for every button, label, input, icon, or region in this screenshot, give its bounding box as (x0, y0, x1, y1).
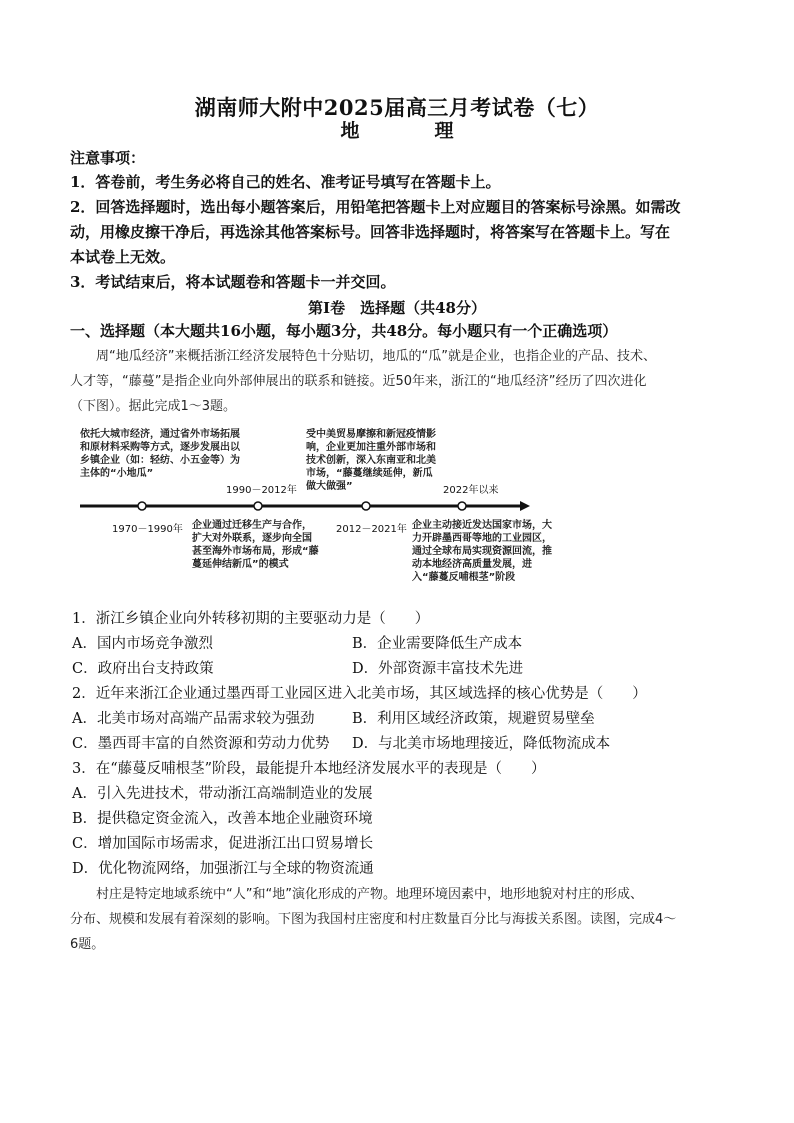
q1-option-b[interactable]: B．企业需要降低生产成本 (352, 636, 523, 652)
q2-option-d[interactable]: D．与北美市场地理接近，降低物流成本 (352, 736, 611, 752)
question-3-stem: 3．在“藤蔓反哺根茎”阶段，最能提升本地经济发展水平的表现是（ ） (72, 761, 546, 777)
passage-1 (70, 344, 730, 419)
q2-option-a[interactable]: A．北美市场对高端产品需求较为强劲 (72, 711, 315, 727)
note-line: 本试卷上无效。 (70, 248, 176, 266)
passage-line: （下图）。据此完成1～3题。 (70, 399, 237, 414)
note-line: 2．回答选择题时，选出每小题答案后，用铅笔把答题卡上对应题目的答案标号涂黑。如需改 (70, 198, 681, 216)
q3-option-b[interactable]: B．提供稳定资金流入，改善本地企业融资环境 (72, 811, 373, 827)
timeline-text-2: 企业通过迁移生产与合作，扩大对外联系，逐步向全国甚至海外市场布局，形成“藤蔓延伸结新瓜”的模式 (192, 520, 319, 570)
passage-line: 分布、规模和发展有着深刻的影响。下图为我国村庄密度和村庄数量百分比与海拔关系图。读图，完成4～ (70, 912, 677, 927)
question-1-stem: 1．浙江乡镇企业向外转移初期的主要驱动力是（ ） (72, 611, 430, 627)
q2-option-b[interactable]: B．利用区域经济政策，规避贸易壁垒 (352, 711, 595, 727)
note-line: 动，用橡皮擦干净后，再选涂其他答案标号。回答非选择题时，将答案写在答题卡上。写在 (70, 223, 671, 241)
passage-line: 村庄是特定地域系统中“人”和“地”演化形成的产物。地理环境因素中，地形地貌对村庄的形成、 (70, 887, 643, 902)
timeline-axis (80, 496, 530, 516)
period-label-4: 2022年以来 (443, 485, 499, 496)
note-line: 1．答卷前，考生务必将自己的姓名、准考证号填写在答题卡上。 (70, 173, 501, 191)
passage-line: 6题。 (70, 937, 105, 952)
exam-title: 湖南师大附中2025届高三月考试卷（七） (194, 95, 600, 120)
timeline-text-4: 企业主动接近发达国家市场，大力开辟墨西哥等地的工业园区，通过全球布局实现资源回流，推动本地经济高质量发展，进入“藤蔓反哺根茎”阶段 (412, 520, 552, 583)
period-label-1: 1970－1990年 (112, 524, 183, 535)
passage-line: 周“地瓜经济”来概括浙江经济发展特色十分贴切，地瓜的“瓜”就是企业，也指企业的产品、技术、 (70, 349, 656, 364)
notes-heading: 注意事项： (70, 149, 146, 167)
period-label-2: 1990－2012年 (226, 485, 297, 496)
q1-option-a[interactable]: A．国内市场竞争激烈 (72, 636, 213, 652)
q1-option-d[interactable]: D．外部资源丰富技术先进 (352, 661, 524, 677)
question-2-stem: 2．近年来浙江企业通过墨西哥工业园区进入北美市场，其区域选择的核心优势是（ ） (72, 686, 647, 702)
timeline-arrow (520, 501, 530, 511)
period-label-3: 2012－2021年 (336, 524, 407, 535)
timeline-node (458, 502, 466, 510)
passage-2 (70, 882, 730, 957)
passage-line: 人才等，“藤蔓”是指企业向外部伸展出的联系和链接。近50年来，浙江的“地瓜经济”经历了四次进化 (70, 374, 647, 389)
timeline-node (138, 502, 146, 510)
timeline-text-3: 受中美贸易摩擦和新冠疫情影响，企业更加注重外部市场和技术创新，深入东南亚和北美市场，“藤蔓继续延伸，新瓜做大做强” (306, 429, 436, 492)
q3-option-d[interactable]: D．优化物流网络，加强浙江与全球的物资流通 (72, 861, 374, 877)
q3-option-c[interactable]: C．增加国际市场需求，促进浙江出口贸易增长 (72, 836, 374, 852)
section-title: 第Ⅰ卷 选择题（共48分） (308, 299, 486, 317)
subject-title: 地 理 (340, 120, 482, 142)
q1-option-c[interactable]: C．政府出台支持政策 (72, 661, 214, 677)
q3-option-a[interactable]: A．引入先进技术，带动浙江高端制造业的发展 (72, 786, 373, 802)
q2-option-c[interactable]: C．墨西哥丰富的自然资源和劳动力优势 (72, 736, 330, 752)
note-line: 3．考试结束后，将本试题卷和答题卡一并交回。 (70, 273, 396, 291)
timeline-text-1: 依托大城市经济，通过省外市场拓展和原材料采购等方式，逐步发展出以乡镇企业（如：轻纺、小五金等）为主体的“小地瓜” (80, 429, 240, 479)
timeline-node (254, 502, 262, 510)
section-instruction: 一、选择题（本大题共16小题，每小题3分，共48分。每小题只有一个正确选项） (70, 322, 618, 340)
timeline-node (362, 502, 370, 510)
